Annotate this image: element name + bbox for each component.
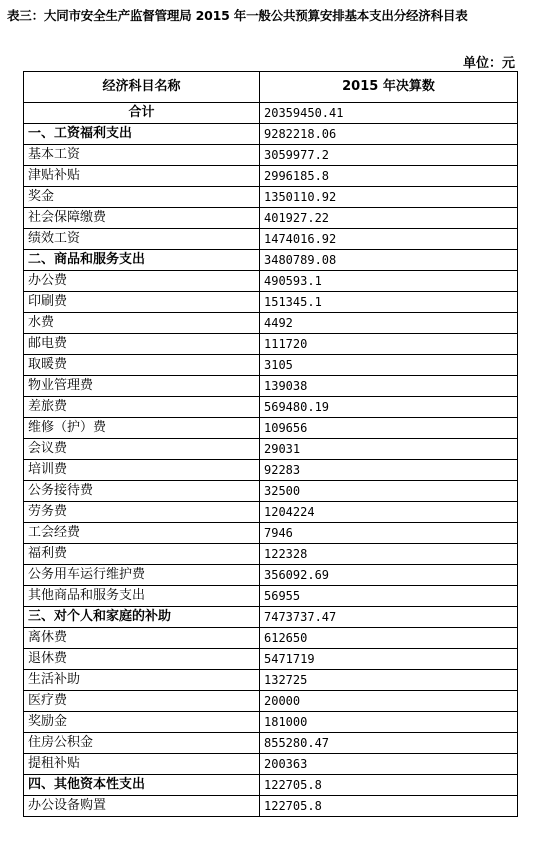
table-row: [24, 397, 518, 418]
table-row: [24, 229, 518, 250]
row-name-cell: 培训费: [24, 460, 260, 481]
table-row: [24, 670, 518, 691]
row-amount-cell: 122705.8: [260, 775, 518, 796]
row-name-cell: 基本工资: [24, 145, 260, 166]
table-row: [24, 733, 518, 754]
table-row: [24, 481, 518, 502]
table-row: [24, 691, 518, 712]
row-amount-cell: 139038: [260, 376, 518, 397]
row-name-cell: 住房公积金: [24, 733, 260, 754]
table-row: [24, 712, 518, 733]
table-row: [24, 355, 518, 376]
row-name-cell: 提租补贴: [24, 754, 260, 775]
row-amount-cell: 151345.1: [260, 292, 518, 313]
row-amount-cell: 20359450.41: [260, 103, 518, 124]
row-name-cell: 差旅费: [24, 397, 260, 418]
row-name-cell: 医疗费: [24, 691, 260, 712]
row-name-cell: 福利费: [24, 544, 260, 565]
row-name-cell: 合计: [24, 103, 260, 124]
category-row: [24, 775, 518, 796]
row-name-cell: 取暖费: [24, 355, 260, 376]
row-amount-cell: 1204224: [260, 502, 518, 523]
table-row: [24, 313, 518, 334]
table-row: [24, 796, 518, 817]
total-row: [24, 103, 518, 124]
table-row: [24, 418, 518, 439]
row-name-cell: 二、商品和服务支出: [24, 250, 260, 271]
row-amount-cell: 612650: [260, 628, 518, 649]
row-amount-cell: 122328: [260, 544, 518, 565]
row-name-cell: 其他商品和服务支出: [24, 586, 260, 607]
row-amount-cell: 855280.47: [260, 733, 518, 754]
row-name-cell: 奖励金: [24, 712, 260, 733]
table-row: [24, 376, 518, 397]
row-amount-cell: 3105: [260, 355, 518, 376]
row-amount-cell: 109656: [260, 418, 518, 439]
row-amount-cell: 29031: [260, 439, 518, 460]
row-name-cell: 劳务费: [24, 502, 260, 523]
row-name-cell: 邮电费: [24, 334, 260, 355]
row-name-cell: 离休费: [24, 628, 260, 649]
table-row: [24, 145, 518, 166]
row-name-cell: 绩效工资: [24, 229, 260, 250]
row-amount-cell: 7946: [260, 523, 518, 544]
column-header-amount: 2015 年决算数: [260, 72, 518, 103]
table-row: [24, 460, 518, 481]
row-amount-cell: 2996185.8: [260, 166, 518, 187]
row-name-cell: 社会保障缴费: [24, 208, 260, 229]
table-row: [24, 754, 518, 775]
column-header-name: 经济科目名称: [24, 72, 260, 103]
row-amount-cell: 3480789.08: [260, 250, 518, 271]
row-amount-cell: 181000: [260, 712, 518, 733]
row-amount-cell: 356092.69: [260, 565, 518, 586]
category-row: [24, 607, 518, 628]
row-amount-cell: 3059977.2: [260, 145, 518, 166]
row-name-cell: 三、对个人和家庭的补助: [24, 607, 260, 628]
row-amount-cell: 122705.8: [260, 796, 518, 817]
row-name-cell: 四、其他资本性支出: [24, 775, 260, 796]
document-title: 表三：大同市安全生产监督管理局 2015 年一般公共预算安排基本支出分经济科目表: [7, 8, 468, 23]
row-name-cell: 津贴补贴: [24, 166, 260, 187]
row-name-cell: 办公费: [24, 271, 260, 292]
row-amount-cell: 490593.1: [260, 271, 518, 292]
table-row: [24, 628, 518, 649]
row-amount-cell: 92283: [260, 460, 518, 481]
row-name-cell: 退休费: [24, 649, 260, 670]
table-row: [24, 271, 518, 292]
row-amount-cell: 4492: [260, 313, 518, 334]
row-name-cell: 奖金: [24, 187, 260, 208]
table-row: [24, 439, 518, 460]
row-amount-cell: 1350110.92: [260, 187, 518, 208]
row-amount-cell: 401927.22: [260, 208, 518, 229]
unit-label: 单位：元: [462, 56, 515, 71]
row-name-cell: 公务用车运行维护费: [24, 565, 260, 586]
row-amount-cell: 1474016.92: [260, 229, 518, 250]
table-row: [24, 208, 518, 229]
row-name-cell: 印刷费: [24, 292, 260, 313]
table-row: [24, 166, 518, 187]
row-name-cell: 办公设备购置: [24, 796, 260, 817]
table-row: [24, 649, 518, 670]
table-row: [24, 502, 518, 523]
table-row: [24, 523, 518, 544]
row-amount-cell: 111720: [260, 334, 518, 355]
table-header-row: [24, 72, 518, 103]
table-row: [24, 544, 518, 565]
expenditure-table: [23, 71, 518, 817]
table-row: [24, 292, 518, 313]
row-amount-cell: 5471719: [260, 649, 518, 670]
row-name-cell: 维修（护）费: [24, 418, 260, 439]
row-name-cell: 公务接待费: [24, 481, 260, 502]
row-amount-cell: 7473737.47: [260, 607, 518, 628]
row-amount-cell: 20000: [260, 691, 518, 712]
row-name-cell: 工会经费: [24, 523, 260, 544]
table-row: [24, 334, 518, 355]
row-amount-cell: 56955: [260, 586, 518, 607]
row-amount-cell: 32500: [260, 481, 518, 502]
row-name-cell: 一、工资福利支出: [24, 124, 260, 145]
row-name-cell: 水费: [24, 313, 260, 334]
row-name-cell: 物业管理费: [24, 376, 260, 397]
row-amount-cell: 569480.19: [260, 397, 518, 418]
row-name-cell: 会议费: [24, 439, 260, 460]
row-amount-cell: 200363: [260, 754, 518, 775]
category-row: [24, 124, 518, 145]
category-row: [24, 250, 518, 271]
row-name-cell: 生活补助: [24, 670, 260, 691]
table-row: [24, 586, 518, 607]
row-amount-cell: 9282218.06: [260, 124, 518, 145]
table-row: [24, 565, 518, 586]
row-amount-cell: 132725: [260, 670, 518, 691]
table-row: [24, 187, 518, 208]
